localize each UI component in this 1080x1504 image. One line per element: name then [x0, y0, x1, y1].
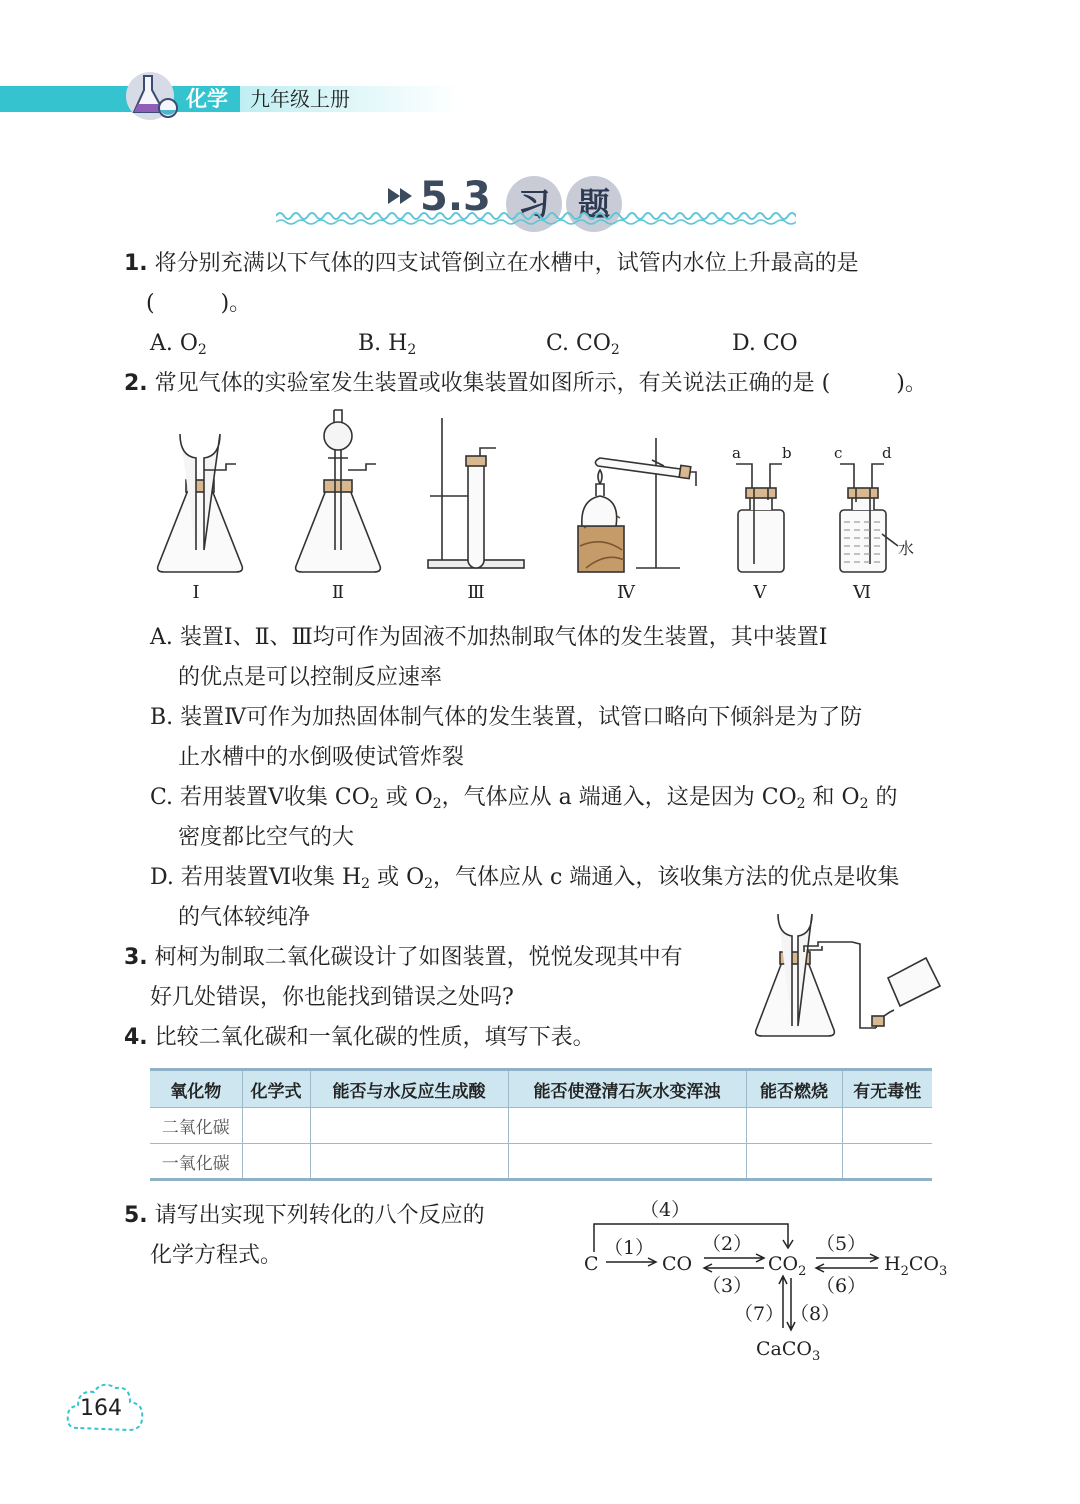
question-text: 请写出实现下列转化的八个反应的: [154, 1203, 485, 1228]
question-3: [124, 938, 683, 978]
table-cell[interactable]: [242, 1144, 310, 1180]
port-d: d: [882, 444, 892, 462]
label-V: Ⅴ: [753, 582, 767, 603]
apparatus-1: [158, 434, 243, 572]
double-arrow-icon: [388, 186, 418, 206]
water-label: 水: [898, 539, 915, 558]
step-label: （6）: [816, 1275, 867, 1297]
header-grade: 九年级上册: [250, 87, 350, 111]
apparatus-4: [578, 438, 696, 572]
table-cell[interactable]: [310, 1108, 508, 1144]
table-header: 能否燃烧: [746, 1070, 842, 1108]
table-cell[interactable]: [746, 1108, 842, 1144]
title-wave-decoration: [276, 206, 796, 226]
table-header: 能否使澄清石灰水变浑浊: [508, 1070, 746, 1108]
table-header: 有无毒性: [842, 1070, 932, 1108]
q2-option-b-line1: B. 装置Ⅳ可作为加热固体制气体的发生装置，试管口略向下倾斜是为了防: [150, 705, 863, 730]
table-header: 能否与水反应生成酸: [310, 1070, 508, 1108]
page-number: 164: [80, 1396, 122, 1421]
step-label: （2）: [702, 1233, 753, 1255]
q2-option-b-line2: 止水槽中的水倒吸使试管炸裂: [178, 745, 465, 770]
section-number: 5.3: [420, 174, 491, 220]
species-c: C: [584, 1253, 599, 1275]
co2-apparatus-figure: [748, 902, 948, 1042]
table-cell[interactable]: [310, 1144, 508, 1180]
apparatus-5: [736, 464, 784, 572]
question-text: 将分别充满以下气体的四支试管倒立在水槽中，试管内水位上升最高的是: [154, 251, 859, 276]
answer-blank: ( )。: [146, 291, 252, 316]
table-header-row: [150, 1070, 932, 1108]
label-II: Ⅱ: [331, 582, 345, 603]
question-number: 2.: [124, 371, 148, 396]
step-label: （8）: [790, 1303, 841, 1325]
q2-option-a-line1: A. 装置Ⅰ、Ⅱ、Ⅲ均可作为固液不加热制取气体的发生装置，其中装置Ⅰ: [150, 625, 828, 650]
label-VI: Ⅵ: [852, 582, 872, 603]
label-IV: Ⅳ: [617, 582, 635, 603]
q2-option-d-line1: D. 若用装置Ⅵ收集 $H_2$ 或 $O_2$，气体应从 c 端通入，该收集方法的优点是收集: [150, 865, 900, 892]
question-text: 比较二氧化碳和一氧化碳的性质，填写下表。: [154, 1025, 595, 1050]
option-c: C. $CO_2$: [546, 331, 620, 358]
port-a: a: [732, 444, 741, 462]
species-co: CO: [662, 1253, 693, 1275]
table-cell[interactable]: [242, 1108, 310, 1144]
step-label: （4）: [640, 1199, 691, 1221]
apparatus-2: [296, 410, 381, 572]
port-b: b: [782, 444, 792, 462]
header-subject: 化学: [186, 87, 228, 111]
step-label: （1）: [604, 1237, 655, 1259]
table-row: [150, 1144, 932, 1180]
q2-option-a-line2: 的优点是可以控制反应速率: [178, 665, 443, 690]
label-I: Ⅰ: [192, 582, 200, 603]
table-header: 化学式: [242, 1070, 310, 1108]
question-5: [124, 1196, 485, 1236]
step-label: （7）: [734, 1303, 785, 1325]
table-cell[interactable]: [746, 1144, 842, 1180]
option-a: A. $O_2$: [150, 331, 207, 358]
title-char-1: 习: [506, 176, 562, 232]
table-row: [150, 1108, 932, 1144]
question-4: [124, 1018, 595, 1058]
table-cell[interactable]: [842, 1108, 932, 1144]
option-b: B. $H_2$: [358, 331, 417, 358]
label-III: Ⅲ: [467, 582, 485, 603]
q2-option-d-line2: 的气体较纯净: [178, 905, 311, 930]
species-co2: $CO_2$: [768, 1253, 807, 1279]
flask-icon: [122, 68, 182, 122]
step-label: （5）: [816, 1233, 867, 1255]
table-cell: 二氧化碳: [150, 1108, 242, 1144]
question-number: 5.: [124, 1203, 148, 1228]
question-1: [124, 244, 859, 284]
q2-option-c-line2: 密度都比空气的大: [178, 825, 355, 850]
question-text: 常见气体的实验室发生装置或收集装置如图所示，有关说法正确的是 ( )。: [154, 371, 927, 396]
question-2: [124, 364, 927, 404]
option-d: D. CO: [732, 331, 798, 356]
species-h2co3: $H_2CO_3$: [884, 1253, 948, 1279]
q2-option-c-line1: C. 若用装置Ⅴ收集 $CO_2$ 或 $O_2$，气体应从 a 端通入，这是因为 $CO_2$ 和 $O_2$ 的: [150, 785, 898, 812]
comparison-table: [150, 1068, 932, 1181]
apparatus-3: [428, 418, 524, 568]
species-caco3: CaCO$_3$: [756, 1338, 821, 1364]
conversion-scheme: [578, 1192, 958, 1368]
table-cell[interactable]: [842, 1144, 932, 1180]
question-text: 柯柯为制取二氧化碳设计了如图装置，悦悦发现其中有: [154, 945, 683, 970]
table-cell: 一氧化碳: [150, 1144, 242, 1180]
table-header: 氧化物: [150, 1070, 242, 1108]
apparatus-figure: [140, 400, 940, 610]
question-5-line2: 化学方程式。: [150, 1243, 283, 1268]
question-number: 3.: [124, 945, 148, 970]
question-3-line2: 好几处错误，你也能找到错误之处吗?: [150, 985, 514, 1010]
step-label: （3）: [702, 1275, 753, 1297]
title-char-2: 题: [566, 176, 622, 232]
port-c: c: [834, 444, 843, 462]
question-number: 4.: [124, 1025, 148, 1050]
table-cell[interactable]: [508, 1108, 746, 1144]
apparatus-6: [840, 464, 898, 572]
question-number: 1.: [124, 251, 148, 276]
table-cell[interactable]: [508, 1144, 746, 1180]
